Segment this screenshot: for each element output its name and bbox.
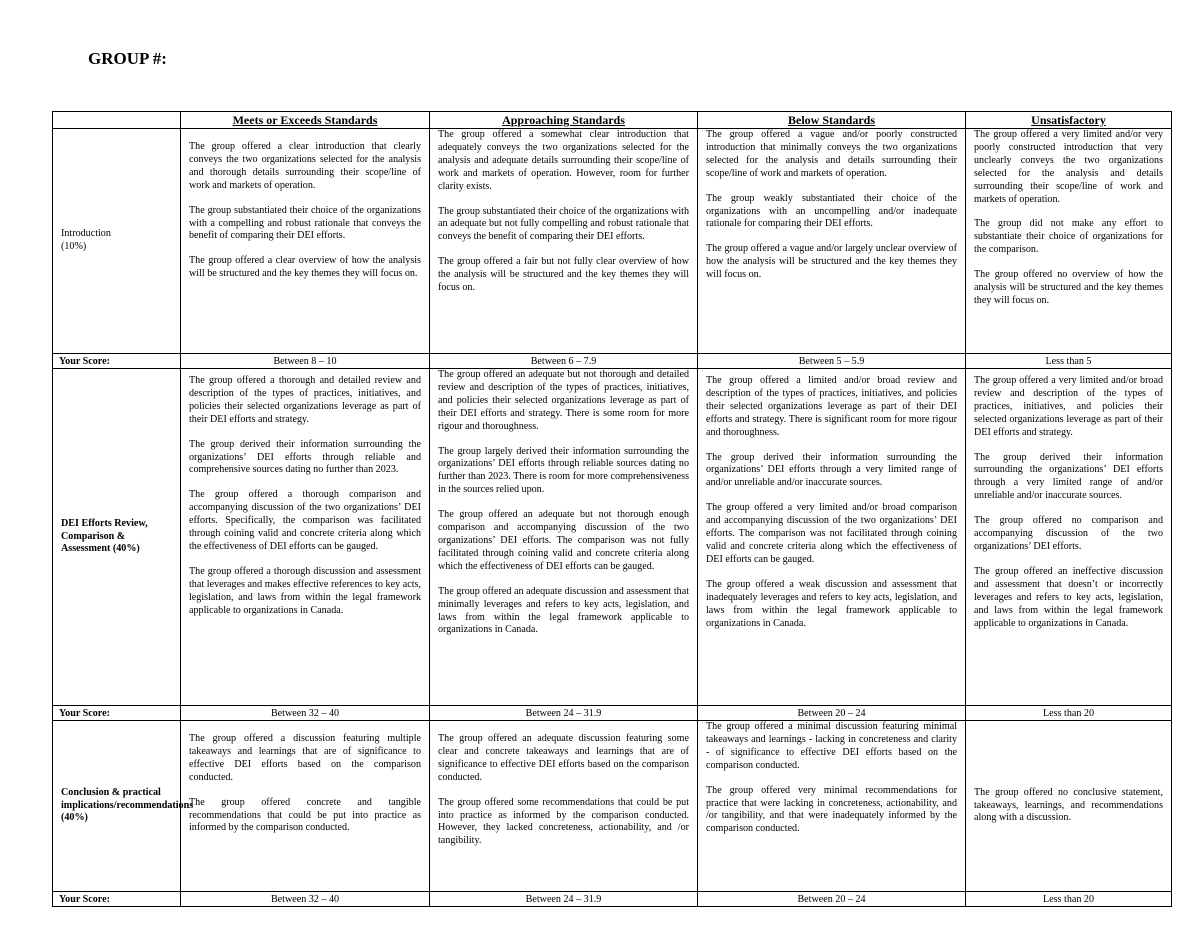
cell-paragraph: The group offered an ineffective discussion and assessment that doesn’t or incorrectly leverages and refers to key acts, legislation, and laws from within the legal framework applicable to organizations in Canada. [974,565,1163,629]
cell-paragraph: The group offered some recommendations that could be put into practice as informed by the comparison conducted. However, they lacked concreteness, actionability, and /or tangibility. [438,796,689,847]
cell-paragraph: The group offered an adequate discussion featuring some clear and concrete takeaways and learnings that are of significance to effective DEI efforts based on the comparison conducted. [438,733,689,783]
score-range: Between 8 – 10 [181,354,430,369]
cell-paragraph: The group offered a very limited and/or broad review and description of the types of practices, initiatives, and policies their selected organizations leverage as part of their DEI efforts and strategy. [974,375,1163,438]
cell-paragraph: The group offered a minimal discussion featuring minimal takeaways and learnings - lacking in concreteness and clarity - of significance to effective DEI efforts based on the comparison conducted. [706,721,957,771]
rubric-row-introduction [53,129,1172,354]
cell-paragraph: The group offered a very limited and/or very poorly constructed introduction that very unclearly conveys the two organizations selected for the analysis and details surrounding their scope/line of work and markets of operation. [974,129,1163,205]
cell-unsatisfactory [966,129,1172,354]
score-row [53,706,1172,721]
score-label: Your Score: [53,892,181,907]
header-row [53,112,1172,129]
rubric-table [52,111,1172,907]
criterion-label: Introduction (10%) [53,129,181,354]
criterion-label: DEI Efforts Review, Comparison & Assessment (40%) [53,369,181,706]
cell-paragraph: The group derived their information surrounding the organizations’ DEI efforts through reliable and comprehensive sources dating no further than 2023. [189,438,421,476]
cell-paragraph: The group offered very minimal recommendations for practice that were lacking in concreteness, actionability, and /or tangibility, and that were inadequately informed by the comparison conducted. [706,784,957,835]
cell-meets [181,369,430,706]
group-title: GROUP #: [88,49,167,68]
header-blank [53,112,181,129]
header-unsatisfactory: Unsatisfactory [966,112,1172,129]
criterion-label: Conclusion & practical implications/recommendations (40%) [53,721,181,892]
score-range: Between 24 – 31.9 [430,892,698,907]
cell-paragraph: The group offered no comparison and accompanying discussion of the two organizations’ DEI efforts. [974,515,1163,552]
cell-below [698,129,966,354]
rubric-row-dei-efforts [53,369,1172,706]
cell-paragraph: The group substantiated their choice of the organizations with an adequate but not fully compelling and robust rationale that conveys the benefit of comparing their DEI efforts. [438,205,689,243]
score-range: Between 32 – 40 [181,892,430,907]
cell-paragraph: The group weakly substantiated their choice of the organizations with an uncompelling and/or inadequate rationale for comparing their DEI efforts. [706,192,957,230]
cell-paragraph: The group offered a clear introduction that clearly conveys the two organizations selected for the analysis and thorough details surrounding their scope/line of work and markets of operation. [189,141,421,191]
score-range: Less than 20 [966,892,1172,907]
cell-paragraph: The group offered a thorough comparison and accompanying discussion of the two organizations’ DEI efforts. Specifically, the comparison was facilitated through coining valid and concrete criteria along which the effectiveness of DEI efforts can be gauged. [189,489,421,552]
cell-paragraph: The group offered a vague and/or poorly constructed introduction that minimally conveys the two organizations selected for the analysis and details surrounding their scope/line of work and markets of operation. [706,129,957,179]
cell-paragraph: The group offered a very limited and/or broad comparison and accompanying discussion of the two organizations’ DEI efforts. The comparison was not facilitated through coining valid and concrete criteria along which the effectiveness of DEI efforts can be gauged. [706,502,957,565]
score-range: Between 20 – 24 [698,892,966,907]
score-range: Between 5 – 5.9 [698,354,966,369]
score-row [53,892,1172,907]
cell-paragraph: The group offered no conclusive statement, takeaways, learnings, and recommendations along with a discussion. [974,786,1163,824]
cell-approaching [430,369,698,706]
cell-paragraph: The group offered a clear overview of how the analysis will be structured and the key themes they will focus on. [189,255,421,280]
header-meets-standards: Meets or Exceeds Standards [181,112,430,129]
cell-paragraph: The group largely derived their information surrounding the organizations’ DEI efforts through reliable sources dating no further than 2023. There is room for more comprehensiveness in the sources relied upon. [438,445,689,496]
cell-meets [181,129,430,354]
cell-approaching [430,721,698,892]
cell-below [698,369,966,706]
score-range: Less than 20 [966,706,1172,721]
header-approaching-standards: Approaching Standards [430,112,698,129]
cell-paragraph: The group offered a vague and/or largely unclear overview of how the analysis will be structured and the key themes they will focus on. [706,243,957,281]
score-range: Between 32 – 40 [181,706,430,721]
cell-paragraph: The group derived their information surrounding the organizations’ DEI efforts through a very limited range of and/or unreliable and/or inaccurate sources. [706,451,957,489]
cell-below [698,721,966,892]
cell-paragraph: The group substantiated their choice of the organizations with a compelling and robust rationale that conveys the benefit of comparing their DEI efforts. [189,204,421,242]
cell-paragraph: The group derived their information surrounding the organizations’ DEI efforts through a very limited range of and/or unreliable and/or inaccurate sources. [974,451,1163,502]
cell-meets [181,721,430,892]
cell-paragraph: The group offered a thorough and detailed review and description of the types of practices, initiatives, and policies their selected organizations leverage as part of their DEI efforts and strategy. [189,375,421,425]
cell-unsatisfactory [966,369,1172,706]
cell-paragraph: The group offered a weak discussion and assessment that inadequately leverages and refers to key acts, legislation, and laws from within the legal framework applicable to organizations in Canada. [706,578,957,629]
score-row [53,354,1172,369]
score-range: Less than 5 [966,354,1172,369]
cell-paragraph: The group offered no overview of how the analysis will be structured and the key themes they will focus on. [974,269,1163,306]
cell-paragraph: The group offered a fair but not fully clear overview of how the analysis will be structured and the key themes they will focus on. [438,256,689,294]
cell-approaching [430,129,698,354]
header-below-standards: Below Standards [698,112,966,129]
score-range: Between 20 – 24 [698,706,966,721]
cell-paragraph: The group offered a limited and/or broad review and description of the types of practices, initiatives, and policies their selected organizations leverage as part of their DEI efforts and strategy. There is significant room for more rigour and thoroughness. [706,375,957,438]
score-range: Between 24 – 31.9 [430,706,698,721]
score-label: Your Score: [53,354,181,369]
cell-unsatisfactory [966,721,1172,892]
cell-paragraph: The group offered concrete and tangible recommendations that could be put into practice as informed by the comparison conducted. [189,796,421,834]
cell-paragraph: The group offered an adequate but not thorough and detailed review and description of the types of practices, initiatives, and policies their selected organizations leverage as part of their DEI efforts and strategy. There is some room for more rigour and thoroughness. [438,369,689,432]
score-range: Between 6 – 7.9 [430,354,698,369]
cell-paragraph: The group offered an adequate discussion and assessment that minimally leverages and refers to key acts, legislation, and laws from within the legal framework applicable to organizations in Canada. [438,585,689,636]
score-label: Your Score: [53,706,181,721]
cell-paragraph: The group offered a thorough discussion and assessment that leverages and makes effective references to key acts, legislation, and laws from within the legal framework applicable to organizations in Canada. [189,565,421,616]
rubric-row-conclusion [53,721,1172,892]
cell-paragraph: The group offered an adequate but not thorough enough comparison and accompanying discussion of the two organizations’ DEI efforts. The comparison was not fully facilitated through coining valid and concrete criteria along which the effectiveness of DEI efforts can be gauged. [438,509,689,572]
cell-paragraph: The group did not make any effort to substantiate their choice of organizations for the comparison. [974,218,1163,256]
cell-paragraph: The group offered a somewhat clear introduction that adequately conveys the two organizations selected for the analysis and adequate details surrounding their scope/line of work and markets of operation. However, room for further clarity exists. [438,129,689,192]
cell-paragraph: The group offered a discussion featuring multiple takeaways and learnings that are of significance to effective DEI efforts based on the comparison conducted. [189,733,421,783]
